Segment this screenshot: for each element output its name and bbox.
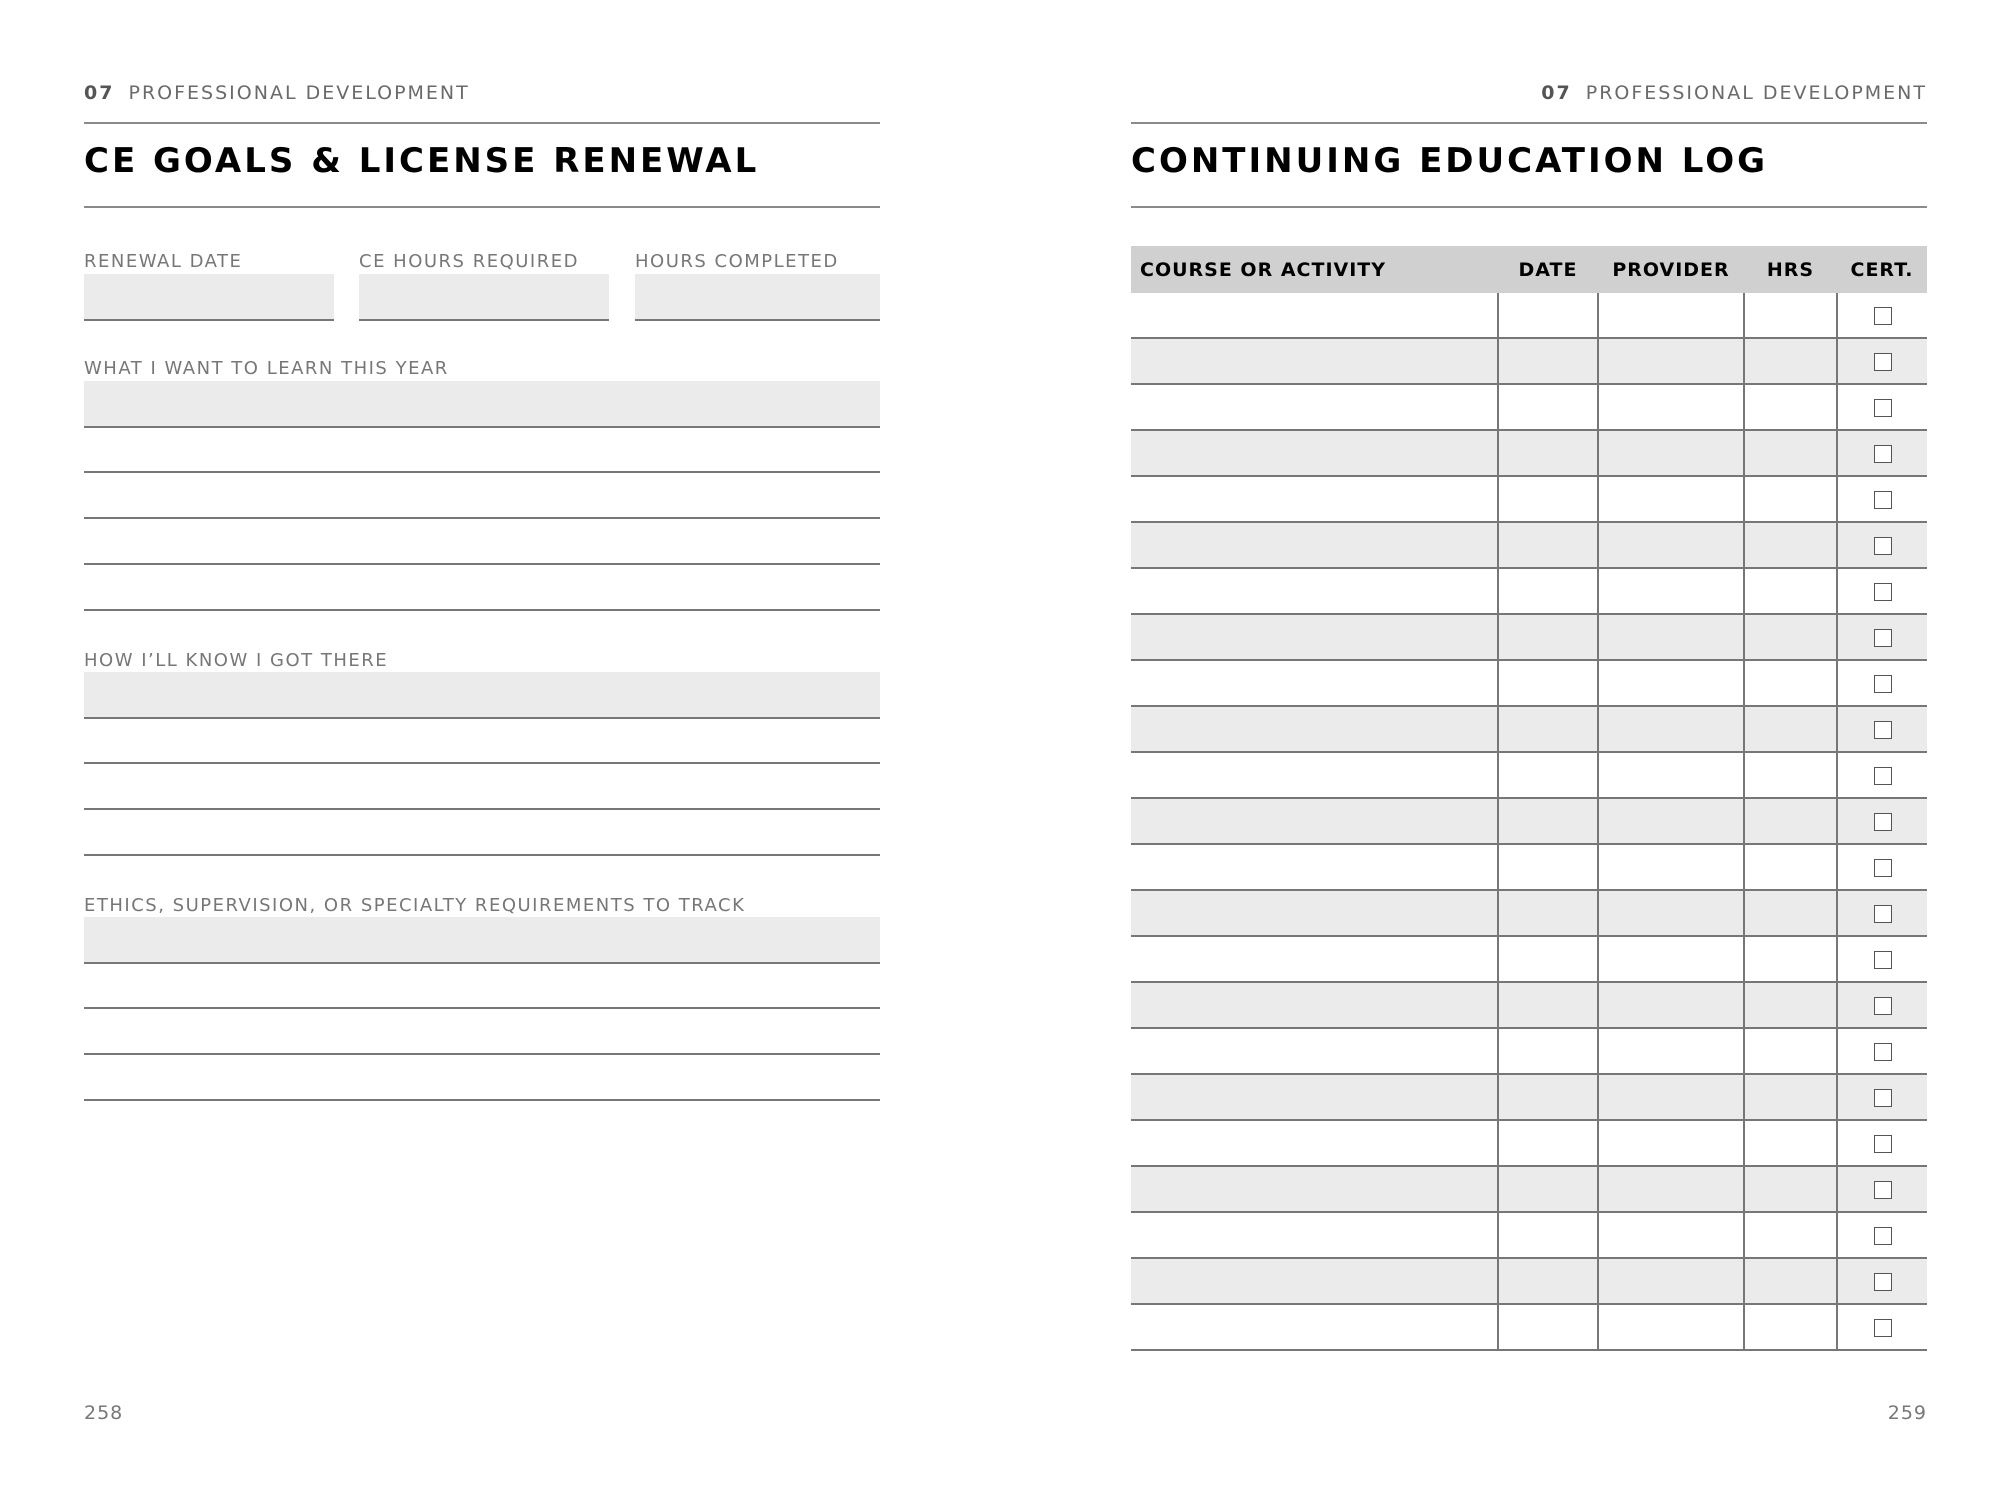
table-row — [1131, 1304, 1927, 1350]
hrs-cell[interactable] — [1744, 660, 1837, 706]
cert-cell[interactable] — [1837, 1212, 1927, 1258]
course-cell[interactable] — [1131, 1074, 1498, 1120]
cert-cell[interactable] — [1837, 982, 1927, 1028]
provider-cell[interactable] — [1598, 338, 1744, 384]
requirements-line-1[interactable] — [84, 917, 880, 964]
provider-cell[interactable] — [1598, 568, 1744, 614]
section-title: PROFESSIONAL DEVELOPMENT — [128, 82, 470, 104]
hrs-cell[interactable] — [1744, 844, 1837, 890]
provider-cell[interactable] — [1598, 706, 1744, 752]
learn-goals-line-1[interactable] — [84, 381, 880, 428]
date-cell[interactable] — [1498, 798, 1598, 844]
date-cell[interactable] — [1498, 1212, 1598, 1258]
date-cell[interactable] — [1498, 982, 1598, 1028]
course-cell[interactable] — [1131, 338, 1498, 384]
title-rule — [84, 206, 880, 208]
cert-cell[interactable] — [1837, 1028, 1927, 1074]
cert-checkbox[interactable] — [1874, 951, 1892, 969]
course-cell[interactable] — [1131, 936, 1498, 982]
table-row — [1131, 752, 1927, 798]
hrs-cell[interactable] — [1744, 568, 1837, 614]
provider-cell[interactable] — [1598, 1212, 1744, 1258]
date-cell[interactable] — [1498, 568, 1598, 614]
hrs-cell[interactable] — [1744, 384, 1837, 430]
cert-cell[interactable] — [1837, 614, 1927, 660]
cert-cell[interactable] — [1837, 890, 1927, 936]
cert-checkbox[interactable] — [1874, 445, 1892, 463]
course-cell[interactable] — [1131, 384, 1498, 430]
table-row — [1131, 1028, 1927, 1074]
provider-cell[interactable] — [1598, 384, 1744, 430]
cert-checkbox[interactable] — [1874, 1089, 1892, 1107]
cert-checkbox[interactable] — [1874, 1319, 1892, 1337]
provider-cell[interactable] — [1598, 982, 1744, 1028]
cert-checkbox[interactable] — [1874, 721, 1892, 739]
column-header-hrs: HRS — [1744, 246, 1837, 293]
cert-cell[interactable] — [1837, 706, 1927, 752]
cert-checkbox[interactable] — [1874, 1227, 1892, 1245]
cert-checkbox[interactable] — [1874, 1273, 1892, 1291]
provider-cell[interactable] — [1598, 1304, 1744, 1350]
hrs-cell[interactable] — [1744, 293, 1837, 338]
course-cell[interactable] — [1131, 293, 1498, 338]
hrs-cell[interactable] — [1744, 752, 1837, 798]
page-title: CONTINUING EDUCATION LOG — [1131, 141, 1769, 181]
date-cell[interactable] — [1498, 706, 1598, 752]
cert-cell[interactable] — [1837, 476, 1927, 522]
hrs-cell[interactable] — [1744, 1304, 1837, 1350]
column-header-provider: PROVIDER — [1598, 246, 1744, 293]
course-cell[interactable] — [1131, 798, 1498, 844]
date-cell[interactable] — [1498, 1258, 1598, 1304]
table-row — [1131, 338, 1927, 384]
success-criteria-label: HOW I’LL KNOW I GOT THERE — [84, 650, 389, 671]
renewal-date-field[interactable] — [84, 274, 334, 321]
success-criteria-line-4[interactable] — [84, 854, 880, 856]
date-cell[interactable] — [1498, 614, 1598, 660]
cert-checkbox[interactable] — [1874, 905, 1892, 923]
provider-cell[interactable] — [1598, 476, 1744, 522]
cert-checkbox[interactable] — [1874, 675, 1892, 693]
section-number: 07 — [84, 82, 115, 104]
cert-cell[interactable] — [1837, 338, 1927, 384]
cert-cell[interactable] — [1837, 798, 1927, 844]
ce-hours-required-field[interactable] — [359, 274, 609, 321]
table-row — [1131, 293, 1927, 338]
course-cell[interactable] — [1131, 1304, 1498, 1350]
hrs-cell[interactable] — [1744, 1028, 1837, 1074]
course-cell[interactable] — [1131, 1212, 1498, 1258]
table-row — [1131, 522, 1927, 568]
date-cell[interactable] — [1498, 1304, 1598, 1350]
cert-cell[interactable] — [1837, 1166, 1927, 1212]
cert-cell[interactable] — [1837, 936, 1927, 982]
learn-goals-label: WHAT I WANT TO LEARN THIS YEAR — [84, 358, 449, 379]
hrs-cell[interactable] — [1744, 430, 1837, 476]
learn-goals-line-4[interactable] — [84, 563, 880, 565]
provider-cell[interactable] — [1598, 430, 1744, 476]
course-cell[interactable] — [1131, 1120, 1498, 1166]
table-row — [1131, 890, 1927, 936]
course-cell[interactable] — [1131, 568, 1498, 614]
hrs-cell[interactable] — [1744, 614, 1837, 660]
hrs-cell[interactable] — [1744, 1212, 1837, 1258]
course-cell[interactable] — [1131, 476, 1498, 522]
section-header — [1131, 82, 1927, 104]
course-cell[interactable] — [1131, 430, 1498, 476]
course-cell[interactable] — [1131, 660, 1498, 706]
course-cell[interactable] — [1131, 522, 1498, 568]
table-row — [1131, 798, 1927, 844]
section-number: 07 — [1541, 82, 1572, 104]
course-cell[interactable] — [1131, 752, 1498, 798]
provider-cell[interactable] — [1598, 936, 1744, 982]
cert-checkbox[interactable] — [1874, 353, 1892, 371]
cert-checkbox[interactable] — [1874, 767, 1892, 785]
table-row — [1131, 1258, 1927, 1304]
learn-goals-line-3[interactable] — [84, 517, 880, 519]
cert-cell[interactable] — [1837, 522, 1927, 568]
table-row — [1131, 844, 1927, 890]
course-cell[interactable] — [1131, 1166, 1498, 1212]
table-row — [1131, 1120, 1927, 1166]
cert-checkbox[interactable] — [1874, 813, 1892, 831]
learn-goals-line-2[interactable] — [84, 471, 880, 473]
success-criteria-line-3[interactable] — [84, 808, 880, 810]
cert-checkbox[interactable] — [1874, 583, 1892, 601]
hrs-cell[interactable] — [1744, 1166, 1837, 1212]
section-header — [84, 82, 880, 104]
table-row — [1131, 430, 1927, 476]
date-cell[interactable] — [1498, 522, 1598, 568]
cert-cell[interactable] — [1837, 660, 1927, 706]
date-cell[interactable] — [1498, 844, 1598, 890]
date-cell[interactable] — [1498, 476, 1598, 522]
date-cell[interactable] — [1498, 936, 1598, 982]
ce-hours-required-label: CE HOURS REQUIRED — [359, 251, 579, 272]
table-header-row — [1131, 246, 1927, 293]
ce-log-table — [1131, 246, 1927, 1351]
cert-cell[interactable] — [1837, 752, 1927, 798]
date-cell[interactable] — [1498, 1120, 1598, 1166]
hrs-cell[interactable] — [1744, 338, 1837, 384]
provider-cell[interactable] — [1598, 798, 1744, 844]
header-rule — [1131, 122, 1927, 124]
date-cell[interactable] — [1498, 1028, 1598, 1074]
cert-checkbox[interactable] — [1874, 537, 1892, 555]
cert-cell[interactable] — [1837, 430, 1927, 476]
hrs-cell[interactable] — [1744, 706, 1837, 752]
date-cell[interactable] — [1498, 293, 1598, 338]
table-row — [1131, 936, 1927, 982]
table-row — [1131, 568, 1927, 614]
right-page — [1131, 0, 1927, 1500]
cert-checkbox[interactable] — [1874, 399, 1892, 417]
table-row — [1131, 614, 1927, 660]
table-row — [1131, 706, 1927, 752]
hrs-cell[interactable] — [1744, 1258, 1837, 1304]
date-cell[interactable] — [1498, 384, 1598, 430]
cert-cell[interactable] — [1837, 1304, 1927, 1350]
provider-cell[interactable] — [1598, 844, 1744, 890]
provider-cell[interactable] — [1598, 1074, 1744, 1120]
page-number: 258 — [84, 1402, 124, 1424]
cert-cell[interactable] — [1837, 293, 1927, 338]
title-rule — [1131, 206, 1927, 208]
cert-checkbox[interactable] — [1874, 491, 1892, 509]
provider-cell[interactable] — [1598, 293, 1744, 338]
renewal-date-label: RENEWAL DATE — [84, 251, 243, 272]
cert-checkbox[interactable] — [1874, 1181, 1892, 1199]
requirements-line-4[interactable] — [84, 1099, 880, 1101]
cert-checkbox[interactable] — [1874, 307, 1892, 325]
date-cell[interactable] — [1498, 1074, 1598, 1120]
column-header-cert: CERT. — [1837, 246, 1927, 293]
course-cell[interactable] — [1131, 706, 1498, 752]
course-cell[interactable] — [1131, 1258, 1498, 1304]
hours-completed-field[interactable] — [635, 274, 880, 321]
course-cell[interactable] — [1131, 1028, 1498, 1074]
hours-completed-label: HOURS COMPLETED — [635, 251, 839, 272]
provider-cell[interactable] — [1598, 660, 1744, 706]
provider-cell[interactable] — [1598, 1120, 1744, 1166]
cert-checkbox[interactable] — [1874, 629, 1892, 647]
cert-checkbox[interactable] — [1874, 1135, 1892, 1153]
hrs-cell[interactable] — [1744, 936, 1837, 982]
hrs-cell[interactable] — [1744, 1074, 1837, 1120]
success-criteria-line-1[interactable] — [84, 672, 880, 719]
requirements-label: ETHICS, SUPERVISION, OR SPECIALTY REQUIREMENTS TO TRACK — [84, 895, 746, 916]
hrs-cell[interactable] — [1744, 798, 1837, 844]
provider-cell[interactable] — [1598, 890, 1744, 936]
column-header-date: DATE — [1498, 246, 1598, 293]
course-cell[interactable] — [1131, 844, 1498, 890]
cert-cell[interactable] — [1837, 1120, 1927, 1166]
requirements-line-2[interactable] — [84, 1007, 880, 1009]
table-row — [1131, 982, 1927, 1028]
cert-checkbox[interactable] — [1874, 997, 1892, 1015]
cert-cell[interactable] — [1837, 1074, 1927, 1120]
provider-cell[interactable] — [1598, 752, 1744, 798]
header-rule — [84, 122, 880, 124]
page-number: 259 — [1887, 1402, 1927, 1424]
table-row — [1131, 1166, 1927, 1212]
hrs-cell[interactable] — [1744, 1120, 1837, 1166]
cert-cell[interactable] — [1837, 384, 1927, 430]
cert-cell[interactable] — [1837, 568, 1927, 614]
left-page — [84, 0, 880, 1500]
course-cell[interactable] — [1131, 982, 1498, 1028]
provider-cell[interactable] — [1598, 1028, 1744, 1074]
date-cell[interactable] — [1498, 338, 1598, 384]
date-cell[interactable] — [1498, 430, 1598, 476]
date-cell[interactable] — [1498, 1166, 1598, 1212]
table-row — [1131, 1212, 1927, 1258]
column-header-course: COURSE OR ACTIVITY — [1131, 246, 1498, 293]
hrs-cell[interactable] — [1744, 476, 1837, 522]
table-row — [1131, 660, 1927, 706]
table-body — [1131, 293, 1927, 1350]
date-cell[interactable] — [1498, 752, 1598, 798]
table-row — [1131, 1074, 1927, 1120]
hrs-cell[interactable] — [1744, 982, 1837, 1028]
provider-cell[interactable] — [1598, 614, 1744, 660]
requirements-line-3[interactable] — [84, 1053, 880, 1055]
cert-checkbox[interactable] — [1874, 1043, 1892, 1061]
date-cell[interactable] — [1498, 660, 1598, 706]
course-cell[interactable] — [1131, 890, 1498, 936]
provider-cell[interactable] — [1598, 522, 1744, 568]
page-title: CE GOALS & LICENSE RENEWAL — [84, 141, 760, 181]
success-criteria-line-2[interactable] — [84, 762, 880, 764]
cert-cell[interactable] — [1837, 1258, 1927, 1304]
course-cell[interactable] — [1131, 614, 1498, 660]
provider-cell[interactable] — [1598, 1258, 1744, 1304]
hrs-cell[interactable] — [1744, 522, 1837, 568]
cert-checkbox[interactable] — [1874, 859, 1892, 877]
table-row — [1131, 476, 1927, 522]
hrs-cell[interactable] — [1744, 890, 1837, 936]
learn-goals-line-5[interactable] — [84, 609, 880, 611]
provider-cell[interactable] — [1598, 1166, 1744, 1212]
date-cell[interactable] — [1498, 890, 1598, 936]
table-row — [1131, 384, 1927, 430]
section-title: PROFESSIONAL DEVELOPMENT — [1585, 82, 1927, 104]
cert-cell[interactable] — [1837, 844, 1927, 890]
